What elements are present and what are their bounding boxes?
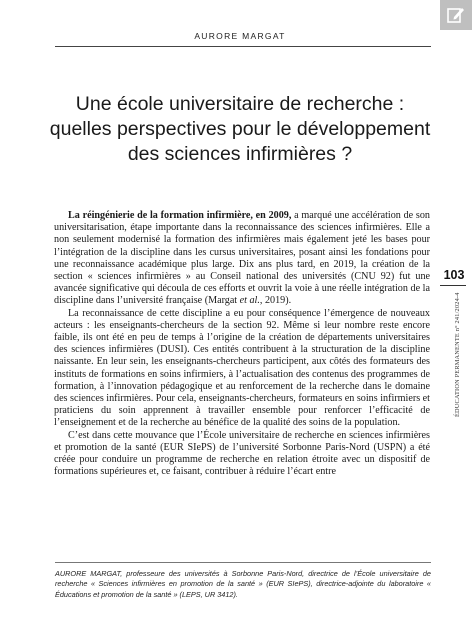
page-number: 103	[443, 268, 465, 282]
title-line: des sciences infirmières ?	[127, 143, 353, 165]
paragraph-text: a marqué une accélération de son universitarisation, étape importante dans la reconnaissance des sciences infirmières. Elle a non seulement modernisé la formation des infirmières mais également jeté les bases pour l’intégration de la discipline dans les cursus universitaires, posant ainsi les fondations pour une reconnaissance académique plus large. Dix ans plus tard, en 2019, la création de la section « sciences infirmières » au Conseil national des universités (CNU 92) fut une avancée significative qui découla de ces efforts et ouvrit la voie à une réelle intégration de la discipline dans l’université française (Margat	[54, 210, 430, 307]
title-line: Une école universitaire de recherche :	[75, 93, 405, 115]
journal-side-label: ÉDUCATION PERMANENTE n° 241/2024-4	[454, 292, 461, 417]
paragraph	[54, 210, 430, 308]
article-title	[40, 92, 440, 167]
citation-etal: et al.	[239, 295, 260, 307]
pencil-glyph	[446, 5, 466, 25]
running-head: AURORE MARGAT	[194, 31, 286, 41]
footnote-rule	[55, 562, 431, 563]
paragraph: La reconnaissance de cette discipline a eu pour conséquence l’émergence de nouveaux acteurs : les enseignants-chercheurs de la section 92. Même si leur nombre reste encore faible, ils ont été en peu de temps à l’origine de la création de départements universitaires des sciences infirmières (DUSI). Ces entités contribuent à la structuration de la discipline naissante. En leur sein, les enseignants-chercheurs participent, aux côtés des formateurs des instituts de formations en soins infirmiers, à l’actualisation des contenus des programmes de formation, à l’innovation pédagogique et au renforcement de la recherche dans le domaine des sciences infirmières. Pour cela, enseignants-chercheurs, formateurs en soins infirmiers et praticiens du soin apprennent à travailler ensemble pour renforcer l’efficacité de l’enseignement et de la recherche au bénéfice de la qualité des soins de la population.	[54, 307, 430, 429]
page-number-rule	[440, 285, 466, 286]
paragraph-text: , 2019).	[259, 295, 292, 307]
edit-pencil-icon[interactable]	[440, 0, 472, 30]
title-line: quelles perspectives pour le développement	[49, 118, 431, 140]
paragraph: C’est dans cette mouvance que l’École universitaire de recherche en sciences infirmières et promotion de la santé (EUR SIePS) de l’université Sorbonne Paris-Nord (USPN) a été créée pour conduire un programme de recherche en relation étroite avec un dispositif de formations supérieures et, ce faisant, contribuer à réduire l’écart entre	[54, 429, 430, 478]
author-footnote: AURORE MARGAT, professeure des universités à Sorbonne Paris-Nord, directrice de l’École universitaire de recherche « Sciences infirmières en promotion de la santé » (EUR SIePS), directrice-adjointe du laboratoire « Éducations et promotion de la santé » (LEPS, UR 3412).	[55, 569, 431, 599]
header-rule	[55, 46, 431, 47]
lead-in: La réingénierie de la formation infirmière, en 2009,	[68, 210, 292, 221]
article-body	[54, 210, 430, 478]
